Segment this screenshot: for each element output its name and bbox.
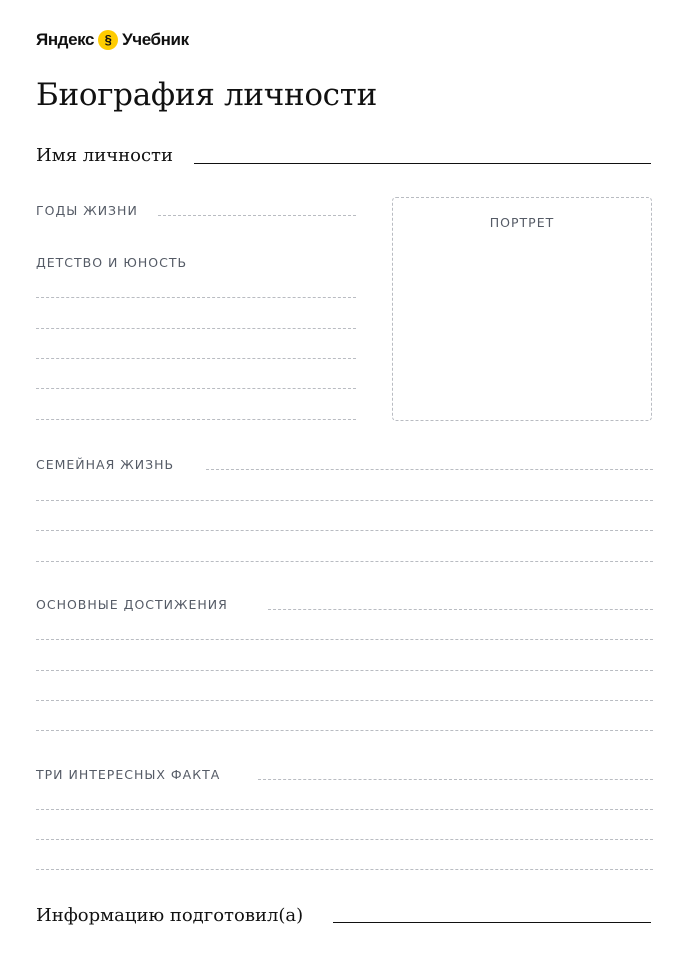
yandex-uchebnik-logo <box>36 29 189 51</box>
achievements-line[interactable] <box>36 639 653 640</box>
facts-line[interactable] <box>36 809 653 810</box>
facts-line[interactable] <box>36 839 653 840</box>
logo-product: Учебник <box>122 30 189 49</box>
facts-line[interactable] <box>36 869 653 870</box>
achievements-line[interactable] <box>36 730 653 731</box>
childhood-line[interactable] <box>36 388 356 389</box>
prepared-by-line[interactable] <box>333 922 651 923</box>
facts-label: ТРИ ИНТЕРЕСНЫХ ФАКТА <box>36 767 221 782</box>
years-line[interactable] <box>158 215 356 216</box>
name-field-line[interactable] <box>194 163 651 164</box>
childhood-label: ДЕТСТВО И ЮНОСТЬ <box>36 255 188 270</box>
page-title: Биография личности <box>36 77 377 113</box>
childhood-line[interactable] <box>36 358 356 359</box>
achievements-label: ОСНОВНЫЕ ДОСТИЖЕНИЯ <box>36 597 228 612</box>
achievements-line[interactable] <box>36 670 653 671</box>
portrait-label: ПОРТРЕТ <box>489 215 555 230</box>
years-label: ГОДЫ ЖИЗНИ <box>36 203 138 218</box>
childhood-line[interactable] <box>36 328 356 329</box>
childhood-line[interactable] <box>36 419 356 420</box>
family-line[interactable] <box>206 469 653 470</box>
childhood-line[interactable] <box>36 297 356 298</box>
portrait-box[interactable] <box>392 197 652 421</box>
achievements-line[interactable] <box>36 700 653 701</box>
name-field-label: Имя личности <box>36 145 173 166</box>
family-line[interactable] <box>36 500 653 501</box>
logo-brand: Яндекс <box>36 30 95 49</box>
family-line[interactable] <box>36 561 653 562</box>
prepared-by-label: Информацию подготовил(а) <box>36 905 304 926</box>
facts-line[interactable] <box>258 779 653 780</box>
family-line[interactable] <box>36 530 653 531</box>
logo-mark-icon: § <box>98 30 118 50</box>
family-label: СЕМЕЙНАЯ ЖИЗНЬ <box>36 457 175 472</box>
achievements-line[interactable] <box>268 609 653 610</box>
